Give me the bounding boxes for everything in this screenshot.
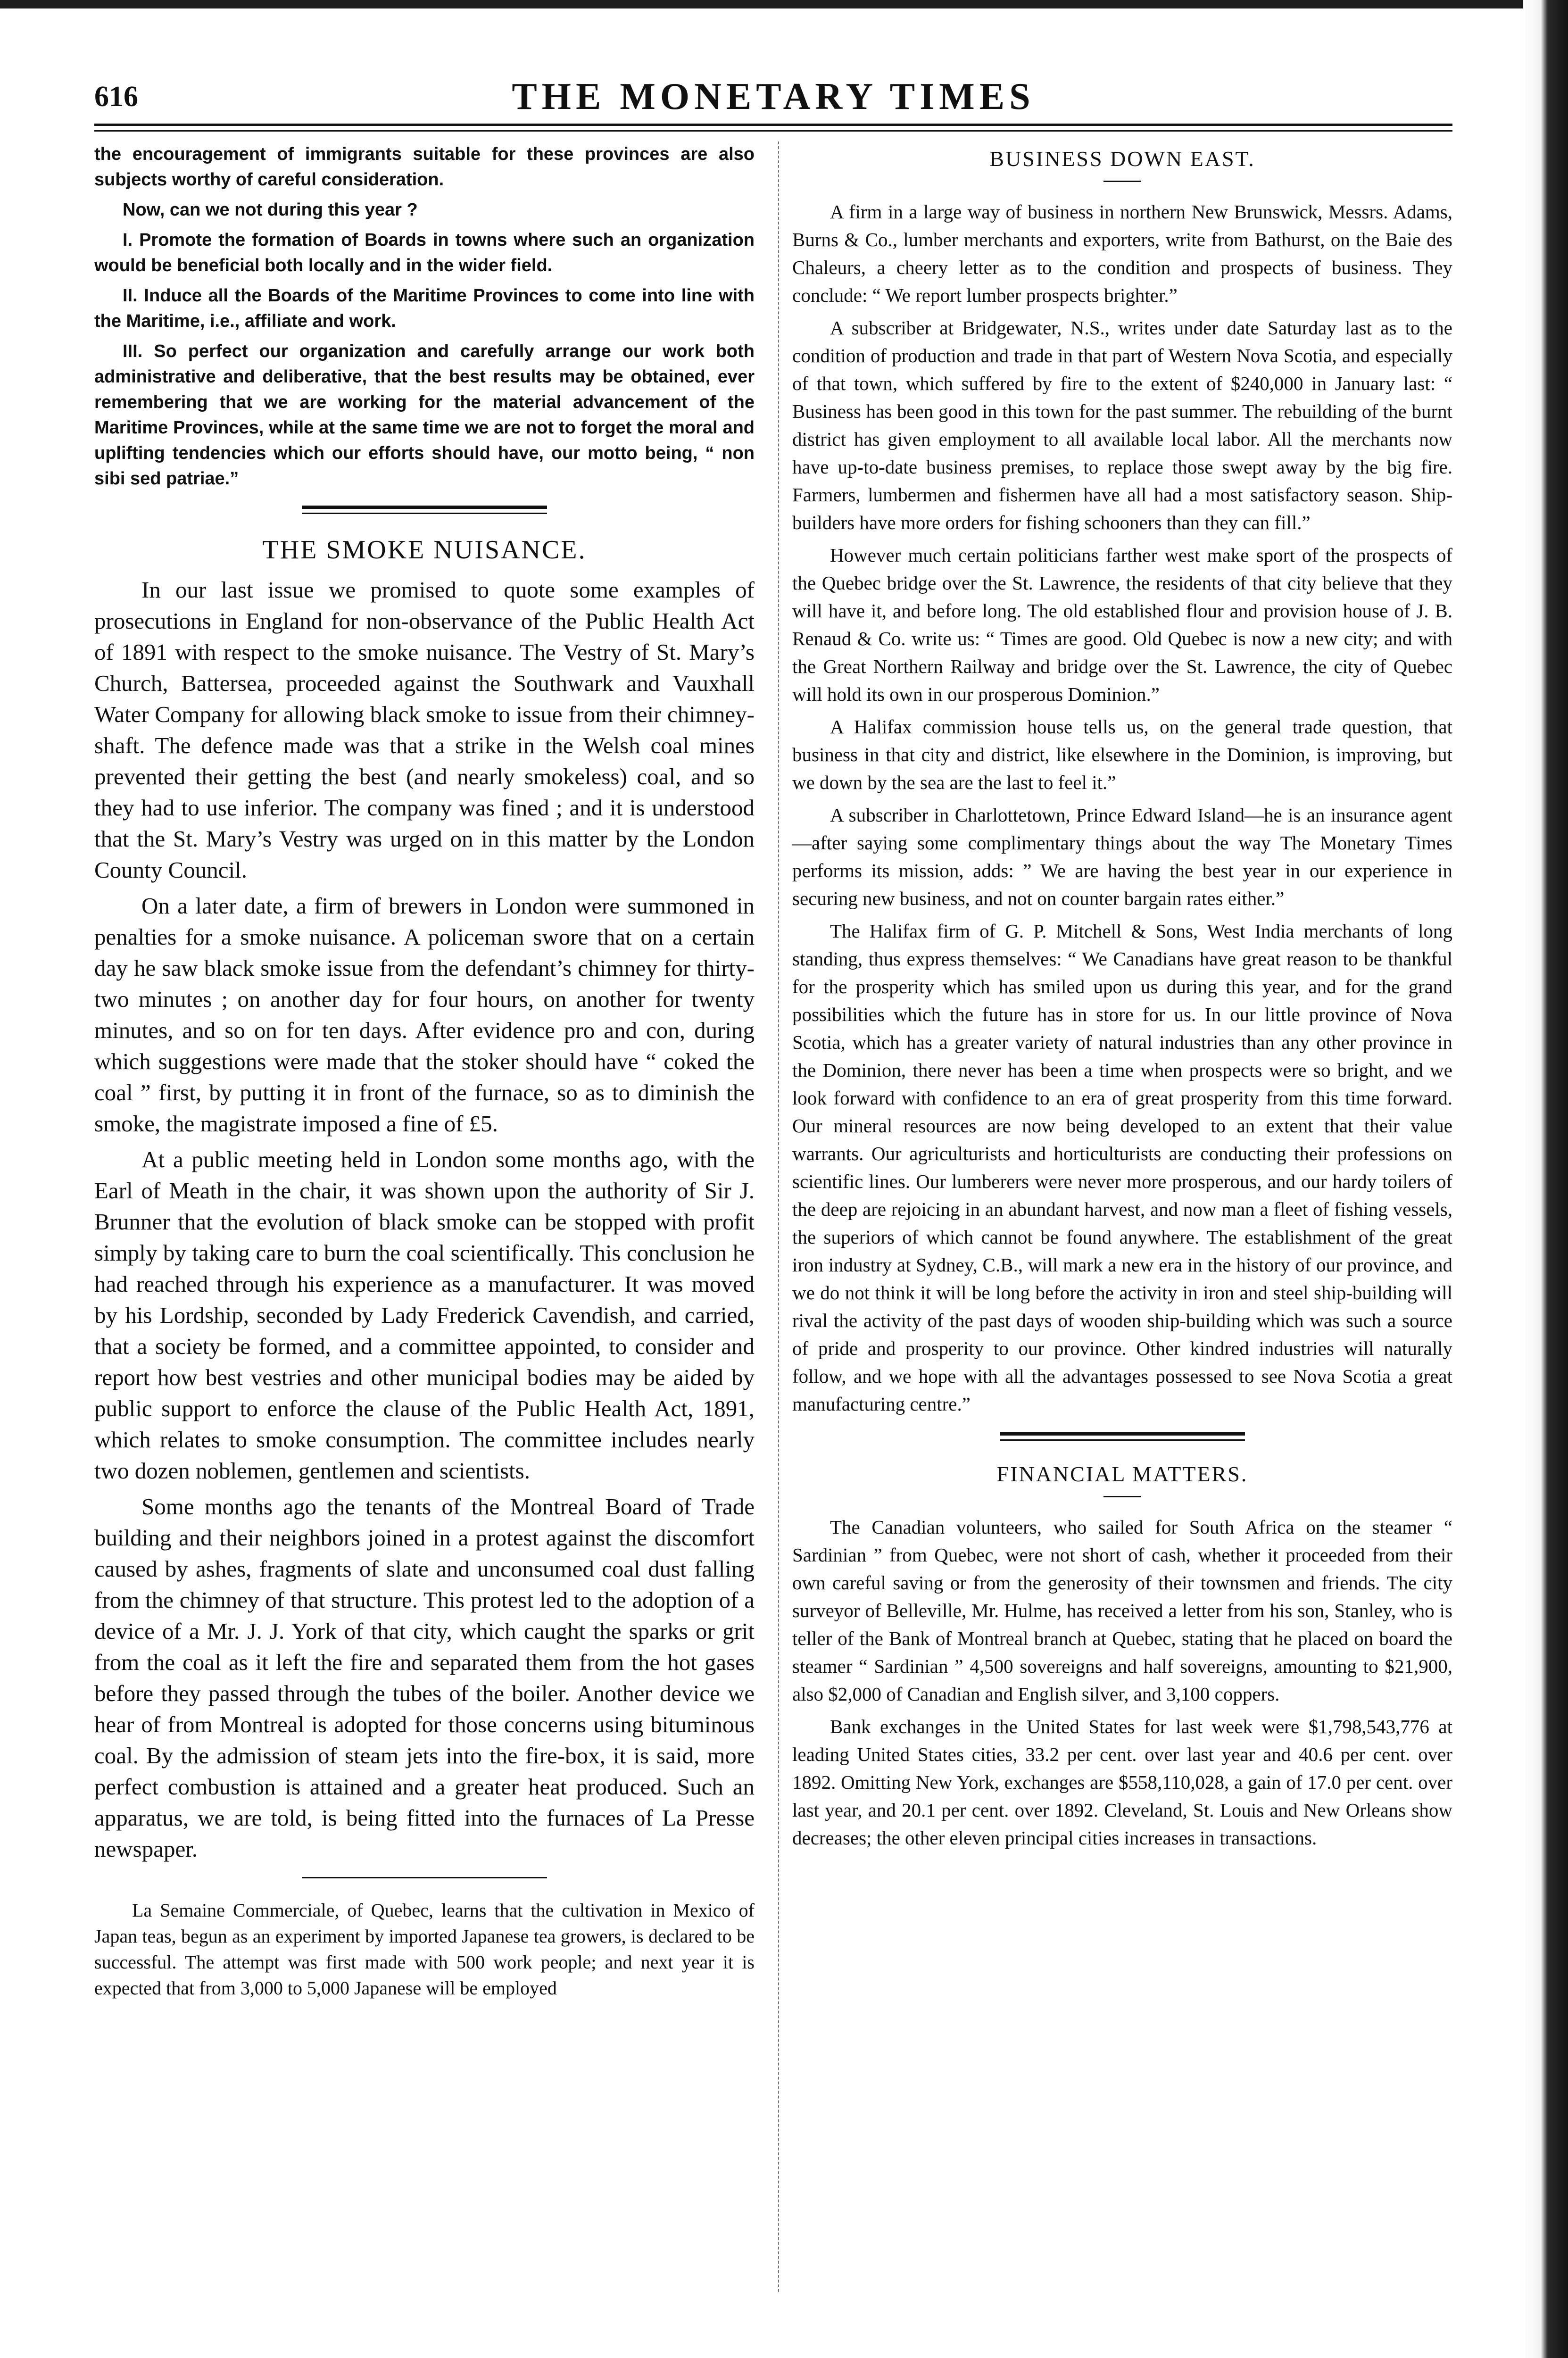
article-paragraph: A subscriber at Bridgewater, N.S., writes under date Saturday last as to the condition of production and trade in that part of Western Nova Scotia, and especially of that town, which suffered by fire to the extent of $240,000 in January last: “ Business has been good in this town for the past summer. The rebuilding of the burnt district has given employment to all available local labor. All the merchants now have up-to-date business premises, to replace those swept away by the big fire. Farmers, lumbermen and fishermen have all had a most satisfactory season. Ship-builders have more orders for fishing schooners than they can fill.” bbox=[792, 317, 1452, 533]
financial-matters-article bbox=[792, 1513, 1452, 1852]
article-paragraph: At a public meeting held in London some months ago, with the Earl of Meath in the chair, it was shown upon the authority of Sir J. Brunner that the evolution of black smoke can be stopped with profit simply by taking care to burn the coal scientifically. This conclusion he had reached through his experience as a manufacturer. It was moved by his Lordship, seconded by Lady Frederick Cavendish, and carried, that a society be formed, and a committee appointed, to consider and report how best vestries and other municipal bodies may be aided by public support to enforce the clause of the Public Health Act, 1891, which relates to smoke consumption. The committee includes nearly two dozen noblemen, gentlemen and scientists. bbox=[94, 1146, 755, 1484]
intro-paragraph: II. Induce all the Boards of the Maritime Provinces to come into line with the Maritime, i.e., affiliate and work. bbox=[94, 286, 755, 331]
article-paragraph: In our last issue we promised to quote some examples of prosecutions in England for non-observance of the Public Health Act of 1891 with respect to the smoke nuisance. The Vestry of St. Mary’s Church, Battersea, proceeded against the Southwark and Vauxhall Water Company for allowing black smoke to issue from their chimney-shaft. The defence made was that a strike in the Welsh coal mines prevented their getting the best (and nearly smokeless) coal, and so they had to use inferior. The company was fined ; and it is understood that the St. Mary’s Vestry was urged on in this matter by the London County Council. bbox=[94, 577, 755, 883]
header-rule-bottom bbox=[94, 130, 1452, 132]
binding-spine bbox=[1523, 0, 1568, 2358]
article-paragraph: A firm in a large way of business in northern New Brunswick, Messrs. Adams, Burns & Co., lumber merchants and exporters, write from Bathurst, on the Baie des Chaleurs, a cheery letter as to the condition and prospects of business. They conclude: “ We report lumber prospects brighter.” bbox=[792, 201, 1452, 306]
article-paragraph: The Halifax firm of G. P. Mitchell & Sons, West India merchants of long standing, thus express themselves: “ We Canadians have great reason to be thankful for the prosperity which has smiled upon us during this year, and for the grand possibilities which the future has in store for us. In our little province of Nova Scotia, which has a greater variety of natural industries than any other province in the Dominion, there never has been a time when prospects were so bright, and we look forward with confidence to an era of great prosperity from this time forward. Our mineral resources are now being developed to an extent that their value warrants. Our agriculturists and horticulturists are conducting their professions on scientific lines. Our lumberers were never more prosperous, and our hardy toilers of the deep are rejoicing in an abundant harvest, and now man a fleet of fishing vessels, the superiors of which cannot be found anywhere. The establishment of the great iron industry at Sydney, C.B., will mark a new era in the history of our province, and we do not think it will be long before the activity in iron and steel ship-building will rival the activity of the past days of wooden ship-building which was such a source of pride and prosperity to our province. Other kindred industries will naturally follow, and we hope with all the advantages possessed to see Nova Scotia a great manufacturing centre.” bbox=[792, 920, 1452, 1415]
smoke-nuisance-article bbox=[94, 574, 755, 1865]
masthead-title: THE MONETARY TIMES bbox=[512, 76, 1035, 117]
article-paragraph: However much certain politicians farther west make sport of the prospects of the Quebec bridge over the St. Lawrence, the residents of that city believe that they will have it, and before long. The old established flour and provision house of J. B. Renaud & Co. write us: “ Times are good. Old Quebec is now a new city; and with the Great Northern Railway and bridge over the St. Lawrence, the city of Quebec will hold its own in our prosperous Dominion.” bbox=[792, 544, 1452, 705]
article-paragraph: The Canadian volunteers, who sailed for South Africa on the steamer “ Sardinian ” from Quebec, were not short of cash, whether it proceeded from their own careful saving or from the generosity of their townsmen and friends. The city surveyor of Belleville, Mr. Hulme, has received a letter from his son, Stanley, who is teller of the Bank of Montreal branch at Quebec, stating that he placed on board the steamer “ Sardinian ” 4,500 sovereigns and half sovereigns, amounting to $21,900, also $2,000 of Canadian and English silver, and 3,100 coppers. bbox=[792, 1516, 1452, 1705]
business-down-east-article bbox=[792, 198, 1452, 1418]
article-paragraph: Some months ago the tenants of the Montreal Board of Trade building and their neighbors joined in a protest against the discomfort caused by ashes, fragments of slate and unconsumed coal dust falling from the chimney of that structure. This protest led to the adoption of a device of a Mr. J. J. York of that city, which caught the sparks or grit from the coal as it left the fire and separated them from the hot gases before they passed through the tubes of the boiler. Another device we hear of from Montreal is adopted for those concerns using bituminous coal. By the admission of steam jets into the fire-box, it is said, more perfect combustion is attained and a greater heat produced. Such an apparatus, we are told, is being fitted into the furnaces of La Presse newspaper. bbox=[94, 1494, 755, 1862]
section-divider bbox=[302, 1877, 547, 1878]
article-paragraph: On a later date, a firm of brewers in London were summoned in penalties for a smoke nuisance. A policeman swore that on a certain day he saw black smoke issue from the defendant’s chimney for thirty-two minutes ; on another day for four hours, on another for twenty minutes, and so on for ten days. After evidence pro and con, during which suggestions were made that the stoker should have “ coked the coal ” first, by putting it in front of the furnace, so as to diminish the smoke, the magistrate imposed a fine of £5. bbox=[94, 893, 755, 1137]
article-paragraph: A Halifax commission house tells us, on the general trade question, that business in that city and district, like elsewhere in the Dominion, is improving, but we down by the sea are the last to feel it.” bbox=[792, 716, 1452, 793]
article-paragraph: Bank exchanges in the United States for last week were $1,798,543,776 at leading United States cities, 33.2 per cent. over last year and 40.6 per cent. over 1892. Omitting New York, exchanges are $558,110,028, a gain of 17.0 per cent. over last year, and 20.1 per cent. over 1892. Cleveland, St. Louis and New Orleans show decreases; the other eleven principal cities increases in transactions. bbox=[792, 1716, 1452, 1849]
intro-paragraph: I. Promote the formation of Boards in towns where such an organization would be beneficial both locally and in the wider field. bbox=[94, 230, 755, 275]
section-divider bbox=[1000, 1432, 1245, 1441]
column-divider bbox=[778, 141, 779, 2292]
intro-paragraph: III. So perfect our organization and carefully arrange our work both administrative and deliberative, that the best results may be obtained, ever remembering that we are working for the material advancement of the Maritime Provinces, while at the same time we are not to forget the moral and uplifting tendencies which our efforts should have, our motto being, “ non sibi sed patriae.” bbox=[94, 341, 755, 489]
left-column bbox=[94, 141, 755, 2006]
smoke-nuisance-heading: THE SMOKE NUISANCE. bbox=[262, 535, 587, 565]
business-down-east-heading: BUSINESS DOWN EAST. bbox=[989, 147, 1255, 171]
section-divider bbox=[302, 506, 547, 514]
financial-matters-heading: FINANCIAL MATTERS. bbox=[996, 1462, 1248, 1486]
note-paragraph: La Semaine Commerciale, of Quebec, learns that the cultivation in Mexico of Japan teas, begun as an experiment by imported Japanese tea growers, is declared to be successful. The attempt was first made with 500 work people; and next year it is expected that from 3,000 to 5,000 Japanese will be employed bbox=[94, 1900, 755, 1999]
right-column bbox=[792, 141, 1452, 1857]
page-number: 616 bbox=[94, 81, 138, 113]
intro-paragraph: Now, can we not during this year ? bbox=[123, 200, 418, 220]
intro-section bbox=[94, 141, 755, 491]
intro-paragraph: the encouragement of immigrants suitable for these provinces are also subjects worthy of careful consideration. bbox=[94, 144, 755, 190]
top-edge-bar bbox=[0, 0, 1568, 8]
header-rule-top bbox=[94, 124, 1452, 126]
heading-rule bbox=[1103, 1496, 1141, 1497]
article-paragraph: A subscriber in Charlottetown, Prince Edward Island—he is an insurance agent—after saying some complimentary things about the way The Monetary Times performs its mission, adds: ” We are having the best year in our experience in securing new business, and not on counter bargain rates either.” bbox=[792, 804, 1452, 909]
page-header bbox=[94, 71, 1452, 123]
tea-note bbox=[94, 1897, 755, 2001]
heading-rule bbox=[1103, 181, 1141, 182]
